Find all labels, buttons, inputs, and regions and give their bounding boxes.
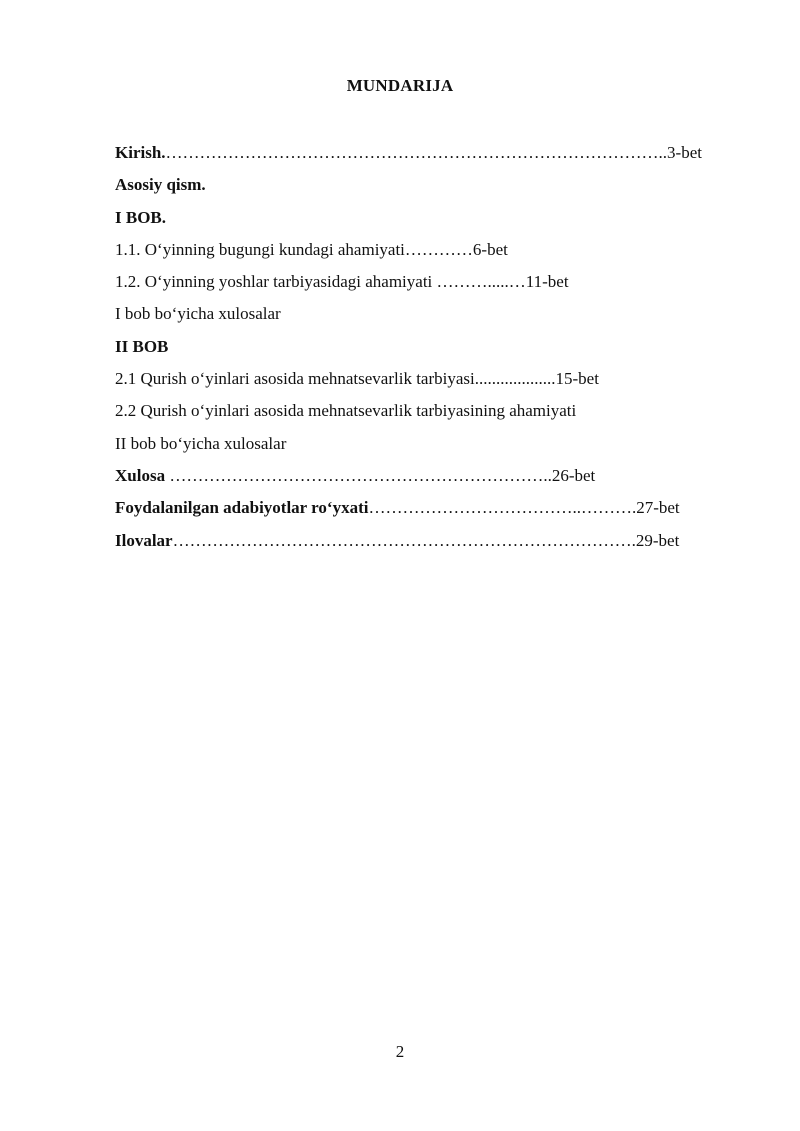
toc-entry-label: 2.1 Qurish o‘yinlari asosida mehnatsevarlik tarbiyasi — [115, 369, 475, 389]
toc-entry-kirish — [115, 140, 745, 172]
toc-entry-label: I BOB. — [115, 207, 167, 227]
toc-page-ref: 27-bet — [636, 498, 680, 518]
toc-entry-asosiy-qism — [115, 172, 745, 204]
toc-page-ref: 11-bet — [525, 272, 569, 292]
page-number: 2 — [395, 1042, 405, 1061]
toc-page-ref: 6-bet — [472, 239, 508, 259]
toc-leader: ………………………………..………. — [368, 498, 637, 518]
toc-entry-label: Kirish. — [115, 143, 166, 162]
toc-entry-label: Xulosa — [115, 465, 170, 485]
toc-leader: …………………………………………………………………………….. — [165, 143, 668, 162]
toc-entry-label: 2.2 Qurish o‘yinlari asosida mehnatsevarlik tarbiyasining ahamiyati — [115, 401, 577, 421]
toc-entry-label: II bob bo‘yicha xulosalar — [115, 433, 287, 453]
toc-entry-1-1 — [115, 237, 745, 269]
toc-leader: ………………………………………………………….. — [169, 465, 552, 485]
toc-entry-label: Ilovalar — [115, 530, 173, 550]
toc-entry-bibliography — [115, 495, 745, 527]
toc-entry-label: Asosiy qism. — [115, 175, 206, 195]
toc-entry-1-2 — [115, 269, 745, 301]
toc-leader: ……….....… — [436, 272, 526, 292]
toc-entry-label: Foydalanilgan adabiyotlar ro‘yxati — [115, 498, 369, 518]
toc-leader: ................... — [474, 369, 556, 389]
table-of-contents — [115, 140, 745, 560]
toc-entry-chapter-2 — [115, 334, 745, 366]
toc-page-ref: 26-bet — [551, 465, 596, 485]
toc-page-ref: 15-bet — [555, 369, 599, 389]
toc-entry-chapter-2-conclusions — [115, 431, 745, 463]
toc-page-ref: 29-bet — [635, 530, 680, 550]
toc-entry-2-2 — [115, 398, 745, 430]
toc-entry-label: 1.1. O‘yinning bugungi kundagi ahamiyati — [115, 239, 405, 259]
page-title: MUNDARIJA — [346, 76, 454, 95]
toc-entry-label: II BOB — [115, 336, 169, 356]
toc-entry-chapter-1 — [115, 205, 745, 237]
toc-entry-label: 1.2. O‘yinning yoshlar tarbiyasidagi ahamiyati — [115, 272, 437, 292]
toc-entry-chapter-1-conclusions — [115, 301, 745, 333]
toc-page-ref: 3-bet — [667, 143, 702, 162]
toc-leader: ………………………………………………………………………. — [172, 530, 636, 550]
toc-leader: ………… — [404, 239, 473, 259]
toc-entry-2-1 — [115, 366, 745, 398]
toc-entry-ilovalar — [115, 528, 745, 560]
toc-entry-label: I bob bo‘yicha xulosalar — [115, 304, 281, 324]
toc-entry-xulosa — [115, 463, 745, 495]
